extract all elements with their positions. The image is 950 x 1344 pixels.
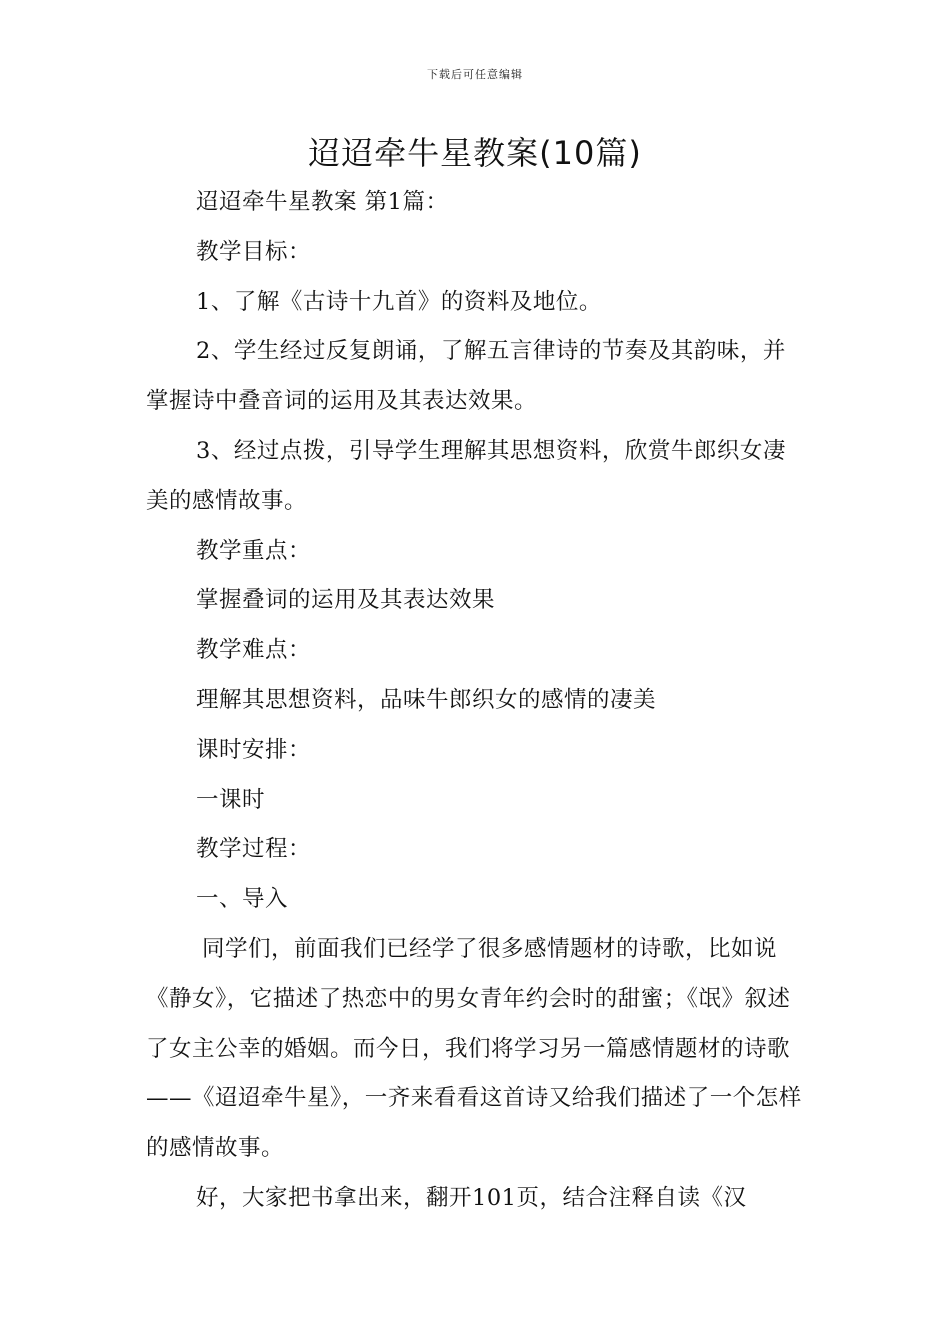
paragraph: 3、经过点拨，引导学生理解其思想资料，欣赏牛郎织女凄美的感情故事。	[146, 437, 786, 514]
paragraph: 一课时	[196, 786, 266, 813]
paragraph: 1、了解《古诗十九首》的资料及地位。	[196, 288, 602, 315]
paragraph: 2、学生经过反复朗诵，了解五言律诗的节奏及其韵味，并掌握诗中叠音词的运用及其表达效果。	[146, 338, 786, 415]
paragraph: 教学目标：	[196, 238, 312, 265]
document-body	[146, 178, 808, 1224]
paragraph: 理解其思想资料，品味牛郎织女的感情的凄美	[196, 686, 657, 713]
paragraph: 教学重点：	[196, 537, 312, 564]
document-title: 迢迢牵牛星教案(10篇)	[308, 134, 642, 172]
paragraph: 同学们，前面我们已经学了很多感情题材的诗歌，比如说《静女》，它描述了热恋中的男女青年约会时的甜蜜；《氓》叙述了女主公幸的婚姻。而今日，我们将学习另一篇感情题材的诗歌——《迢迢牵牛星》，一齐来看看这首诗又给我们描述了一个怎样的感情故事。	[146, 935, 802, 1162]
header-note: 下载后可任意编辑	[427, 68, 523, 81]
paragraph: 好，大家把书拿出来，翻开101页，结合注释自读《汉	[196, 1184, 747, 1211]
section-heading: 迢迢牵牛星教案 第1篇：	[196, 189, 449, 215]
paragraph: 教学难点：	[196, 637, 312, 664]
paragraph: 课时安排：	[196, 736, 312, 763]
paragraph: 掌握叠词的运用及其表达效果	[196, 587, 496, 614]
paragraph: 教学过程：	[196, 836, 312, 863]
paragraph: 一、导入	[196, 886, 289, 913]
